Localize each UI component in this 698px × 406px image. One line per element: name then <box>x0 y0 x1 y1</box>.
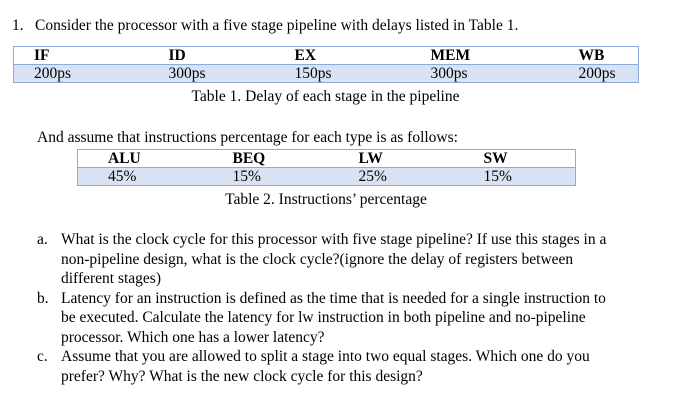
table-header-cell: ALU <box>78 150 203 168</box>
instruction-percentage-table <box>77 149 576 186</box>
table-header-cell: LW <box>327 150 452 168</box>
subquestion-b <box>37 289 637 348</box>
table-cell: 300ps <box>139 65 263 83</box>
table2-caption: Table 2. Instructions’ percentage <box>225 191 427 208</box>
question-number: 1. <box>12 17 24 34</box>
table-cell: 25% <box>327 168 452 186</box>
subquestion-text: Assume that you are allowed to split a stage into two equal stages. Which one do you prefer? Why? What is the new clock cycle for this design? <box>61 348 590 385</box>
table-header-cell: BEQ <box>203 150 327 168</box>
subquestion-a <box>37 230 637 289</box>
instruction-mix-intro: And assume that instructions percentage for each type is as follows: <box>37 129 458 146</box>
table-header-cell: MEM <box>388 47 513 65</box>
subquestion-marker: c. <box>37 348 48 365</box>
table-cell: 300ps <box>388 65 513 83</box>
table-cell: 200ps <box>513 65 639 83</box>
subquestion-list <box>37 230 637 386</box>
subquestion-text: What is the clock cycle for this processor with five stage pipeline? If use this stages in a non-pipeline design, what is the clock cycle?(ignore the delay of registers between different stages) <box>61 231 607 287</box>
subquestion-c <box>37 347 637 386</box>
subquestion-text: Latency for an instruction is defined as the time that is needed for a single instruction to be executed. Calculate the latency for lw instruction in both pipeline and no-pipeline processor. Which one has a lower latency? <box>61 289 606 346</box>
table-header-row <box>78 150 576 168</box>
table-header-cell: SW <box>452 150 576 168</box>
table-header-cell: ID <box>139 47 263 65</box>
table-header-cell: WB <box>513 47 639 65</box>
table1-caption: Table 1. Delay of each stage in the pipeline <box>191 88 460 105</box>
table-header-cell: EX <box>263 47 388 65</box>
table-header-row <box>14 47 639 65</box>
table-cell: 45% <box>78 168 203 186</box>
subquestion-marker: b. <box>37 289 49 307</box>
question-text: Consider the processor with a five stage pipeline with delays listed in Table 1. <box>35 17 519 34</box>
table-cell: 15% <box>452 168 576 186</box>
table-row <box>14 65 639 83</box>
table-row <box>78 168 576 186</box>
table-header-cell: IF <box>14 47 139 65</box>
table-cell: 15% <box>203 168 327 186</box>
table-cell: 200ps <box>14 65 139 83</box>
subquestion-marker: a. <box>37 231 48 248</box>
stage-delay-table <box>13 46 639 83</box>
table-cell: 150ps <box>263 65 388 83</box>
